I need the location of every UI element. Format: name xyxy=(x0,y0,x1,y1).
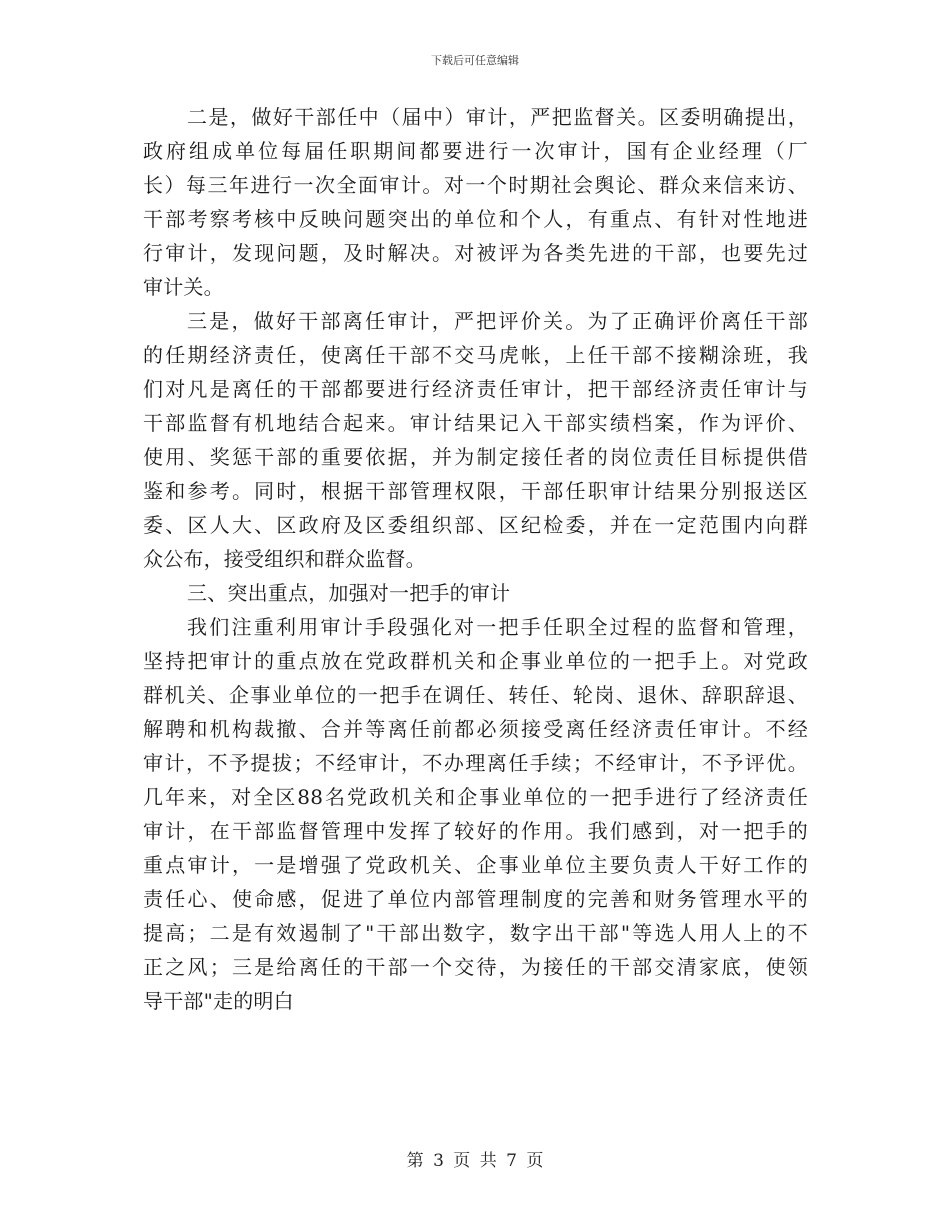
text-line: 审计关。 xyxy=(143,275,224,299)
text-line: 们对凡是离任的干部都要进行经济责任审计，把干部经济责任审计与 xyxy=(143,377,808,401)
text-line: 政府组成单位每届任职期间都要进行一次审计，国有企业经理（厂 xyxy=(143,139,808,163)
text-line: 行审计，发现问题，及时解决。对被评为各类先进的干部，也要先过 xyxy=(143,241,808,265)
text-line: 干部监督有机地结合起来。审计结果记入干部实绩档案，作为评价、 xyxy=(143,411,808,435)
text-line: 重点审计，一是增强了党政机关、企事业单位主要负责人干好工作的 xyxy=(143,853,808,877)
text-line: 群机关、企事业单位的一把手在调任、转任、轮岗、退休、辞职辞退、 xyxy=(143,683,808,707)
text-line: 责任心、使命感，促进了单位内部管理制度的完善和财务管理水平的 xyxy=(143,887,808,911)
text-line: 审计，在干部监督管理中发挥了较好的作用。我们感到，对一把手的 xyxy=(143,819,808,843)
text-line: 的任期经济责任，使离任干部不交马虎帐，上任干部不接糊涂班，我 xyxy=(143,343,808,367)
text-line: 解聘和机构裁撤、合并等离任前都必须接受离任经济责任审计。不经 xyxy=(143,717,808,741)
text-line: 委、区人大、区政府及区委组织部、区纪检委，并在一定范围内向群 xyxy=(143,513,808,537)
page-header: 下载后可任意编辑 xyxy=(431,54,519,67)
text-line: 鉴和参考。同时，根据干部管理权限，干部任职审计结果分别报送区 xyxy=(143,479,808,503)
document-body xyxy=(143,100,808,1018)
text-line: 三、突出重点，加强对一把手的审计 xyxy=(187,581,511,605)
text-line: 使用、奖惩干部的重要依据，并为制定接任者的岗位责任目标提供借 xyxy=(143,445,808,469)
text-line: 导干部"走的明白 xyxy=(143,989,294,1013)
text-line: 正之风；三是给离任的干部一个交待，为接任的干部交清家底，使领 xyxy=(143,955,808,979)
page-footer: 第 3 页 共 7 页 xyxy=(406,1151,544,1171)
text-line: 我们注重利用审计手段强化对一把手任职全过程的监督和管理， xyxy=(187,615,808,639)
text-line: 干部考察考核中反映问题突出的单位和个人，有重点、有针对性地进 xyxy=(143,207,808,231)
text-line: 审计，不予提拔；不经审计，不办理离任手续；不经审计，不予评优。 xyxy=(143,751,808,775)
text-line: 三是，做好干部离任审计，严把评价关。为了正确评价离任干部 xyxy=(187,309,808,333)
text-line: 众公布，接受组织和群众监督。 xyxy=(143,547,426,571)
text-line: 坚持把审计的重点放在党政群机关和企事业单位的一把手上。对党政 xyxy=(143,649,808,673)
text-line: 提高；二是有效遏制了"干部出数字，数字出干部"等选人用人上的不 xyxy=(143,921,808,945)
text-line: 几年来，对全区88名党政机关和企事业单位的一把手进行了经济责任 xyxy=(143,785,808,809)
text-line: 二是，做好干部任中（届中）审计，严把监督关。区委明确提出， xyxy=(187,105,808,129)
text-line: 长）每三年进行一次全面审计。对一个时期社会舆论、群众来信来访、 xyxy=(143,173,808,197)
